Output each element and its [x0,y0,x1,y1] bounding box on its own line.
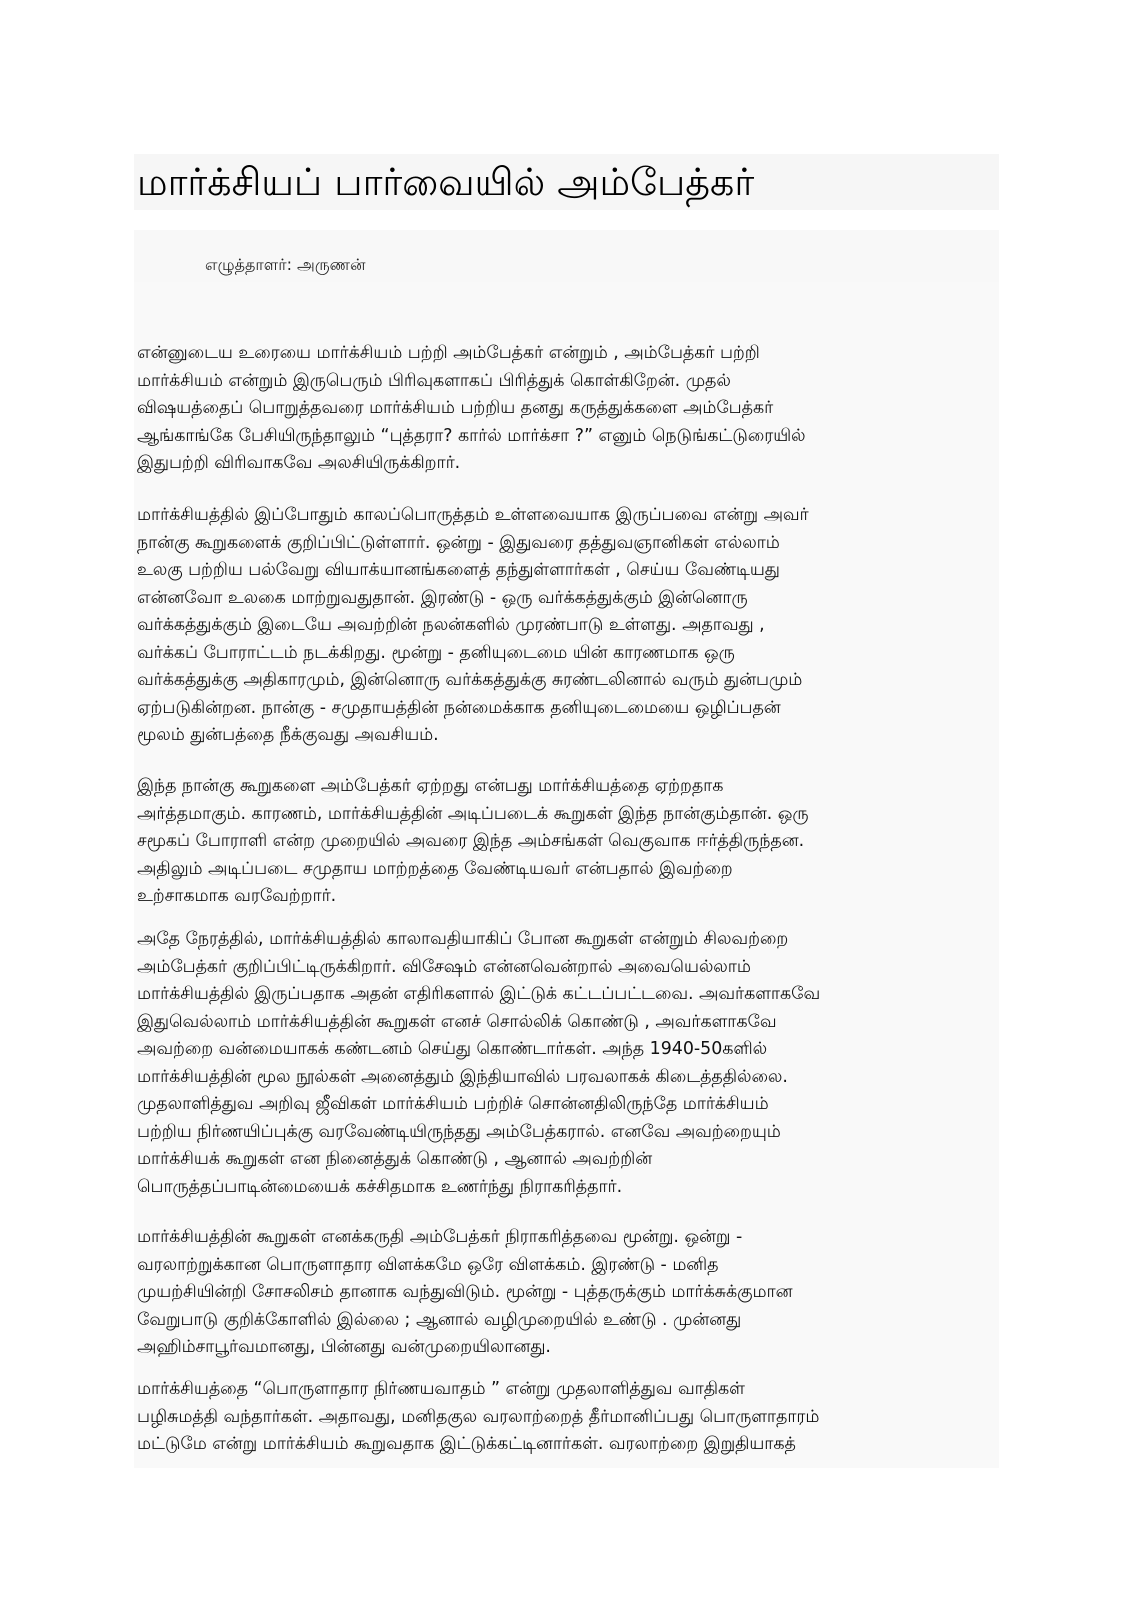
paragraph-line: மார்க்சியத்தின் மூல நூல்கள் அனைத்தும் இந்தியாவில் பரவலாகக் கிடைத்ததில்லை. [137,1066,788,1087]
paragraph-line: என்னுடைய உரையை மார்க்சியம் பற்றி அம்பேத்கர் என்றும் , அம்பேத்கர் பற்றி [137,343,760,363]
paragraph-line: மார்க்சியக் கூறுகள் என நினைத்துக் கொண்டு , ஆனால் அவற்றின் [137,1149,653,1169]
paragraph-line: இதுவெல்லாம் மார்க்சியத்தின் கூறுகள் எனச் சொல்லிக் கொண்டு , அவர்களாகவே [137,1011,777,1032]
paragraph-line: என்னவோ உலகை மாற்றுவதுதான். இரண்டு - ஒரு வர்க்கத்துக்கும் இன்னொரு [137,587,748,608]
paragraph-line: உற்சாகமாக வரவேற்றார். [137,886,337,906]
article-paragraph-6 [137,1376,819,1459]
paragraph-line: மார்க்சியம் என்றும் இருபெரும் பிரிவுகளாகப் பிரித்துக் கொள்கிறேன். முதல் [137,370,731,391]
article-paragraph-5 [137,1224,792,1362]
paragraph-line: அதிலும் அடிப்படை சமுதாய மாற்றத்தை வேண்டியவர் என்பதால் இவற்றை [137,858,733,879]
article-paragraph-4 [137,926,820,1201]
paragraph-line: ஆங்காங்கே பேசியிருந்தாலும் “புத்தரா? கார்ல் மார்க்சா ?” எனும் நெடுங்கட்டுரையில் [137,425,806,446]
paragraph-line: அதே நேரத்தில், மார்க்சியத்தில் காலாவதியாகிப் போன கூறுகள் என்றும் சிலவற்றை [137,929,789,949]
author-byline: எழுத்தாளர்: அருணன் [205,255,366,274]
article-paragraph-3 [137,773,808,911]
paragraph-line: மட்டுமே என்று மார்க்சியம் கூறுவதாக இட்டுக்கட்டினார்கள். வரலாற்றை இறுதியாகத் [137,1434,796,1454]
paragraph-line: சமூகப் போராளி என்ற முறையில் அவரை இந்த அம்சங்கள் வெகுவாக ஈர்த்திருந்தன. [137,831,805,851]
paragraph-line: மூலம் துன்பத்தை நீக்குவது அவசியம். [137,725,439,745]
paragraph-line: இந்த நான்கு கூறுகளை அம்பேத்கர் ஏற்றது என்பது மார்க்சியத்தை ஏற்றதாக [137,776,724,796]
paragraph-line: மார்க்சியத்தை “பொருளாதார நிர்ணயவாதம் ” என்று முதலாளித்துவ வாதிகள் [137,1379,745,1399]
paragraph-line: ஏற்படுகின்றன. நான்கு - சமுதாயத்தின் நன்மைக்காக தனியுடைமையை ஒழிப்பதன் [137,697,781,718]
paragraph-line: அர்த்தமாகும். காரணம், மார்க்சியத்தின் அடிப்படைக் கூறுகள் இந்த நான்கும்தான். ஒரு [137,803,809,824]
paragraph-line: விஷயத்தைப் பொறுத்தவரை மார்க்சியம் பற்றிய தனது கருத்துக்களை அம்பேத்கர் [137,398,774,418]
paragraph-line: வர்க்கப் போராட்டம் நடக்கிறது. மூன்று - தனியுடைமை யின் காரணமாக ஒரு [137,642,735,663]
paragraph-line: மார்க்சியத்தில் இப்போதும் காலப்பொருத்தம் உள்ளவையாக இருப்பவை என்று அவர் [137,505,809,525]
paragraph-line: இதுபற்றி விரிவாகவே அலசியிருக்கிறார். [137,453,461,473]
paragraph-line: அவற்றை வன்மையாகக் கண்டனம் செய்து கொண்டார்கள். அந்த 1940-50களில் [137,1039,768,1059]
paragraph-line: வர்க்கத்துக்கும் இடையே அவற்றின் நலன்களில் முரண்பாடு உள்ளது. அதாவது , [137,615,765,635]
paragraph-line: முயற்சியின்றி சோசலிசம் தானாக வந்துவிடும். மூன்று - புத்தருக்கும் மார்க்சுக்குமான [137,1282,793,1302]
page-title: மார்க்சியப் பார்வையில் அம்பேத்கர் [137,160,755,204]
paragraph-line: மார்க்சியத்தின் கூறுகள் எனக்கருதி அம்பேத்கர் நிராகரித்தவை மூன்று. ஒன்று - [137,1227,743,1247]
paragraph-line: அஹிம்சாபூர்வமானது, பின்னது வன்முறையிலானது. [137,1337,551,1357]
paragraph-line: பற்றிய நிர்ணயிப்புக்கு வரவேண்டியிருந்தது அம்பேத்கரால். எனவே அவற்றையும் [137,1121,781,1142]
paragraph-line: அம்பேத்கர் குறிப்பிட்டிருக்கிறார். விசேஷம் என்னவென்றால் அவையெல்லாம் [137,956,751,977]
paragraph-line: வர்க்கத்துக்கு அதிகாரமும், இன்னொரு வர்க்கத்துக்கு சுரண்டலினால் வரும் துன்பமும் [137,670,803,690]
article-paragraph-2 [137,502,809,750]
paragraph-line: உலகு பற்றிய பல்வேறு வியாக்யானங்களைத் தந்துள்ளார்கள் , செய்ய வேண்டியது [137,560,780,580]
paragraph-line: முதலாளித்துவ அறிவு ஜீவிகள் மார்க்சியம் பற்றிச் சொன்னதிலிருந்தே மார்க்சியம் [137,1094,769,1114]
paragraph-line: நான்கு கூறுகளைக் குறிப்பிட்டுள்ளார். ஒன்று - இதுவரை தத்துவஞானிகள் எல்லாம் [137,532,780,553]
paragraph-line: வரலாற்றுக்கான பொருளாதார விளக்கமே ஒரே விளக்கம். இரண்டு - மனித [137,1254,719,1275]
paragraph-line: மார்க்சியத்தில் இருப்பதாக அதன் எதிரிகளால் இட்டுக் கட்டப்பட்டவை. அவர்களாகவே [137,984,821,1004]
article-paragraph-1 [137,340,805,478]
paragraph-line: வேறுபாடு குறிக்கோளில் இல்லை ; ஆனால் வழிமுறையில் உண்டு . முன்னது [137,1309,742,1330]
paragraph-line: பழிசுமத்தி வந்தார்கள். அதாவது, மனிதகுல வரலாற்றைத் தீர்மானிப்பது பொருளாதாரம் [137,1406,820,1427]
paragraph-line: பொருத்தப்பாடின்மையைக் கச்சிதமாக உணர்ந்து நிராகரித்தார். [137,1176,623,1197]
